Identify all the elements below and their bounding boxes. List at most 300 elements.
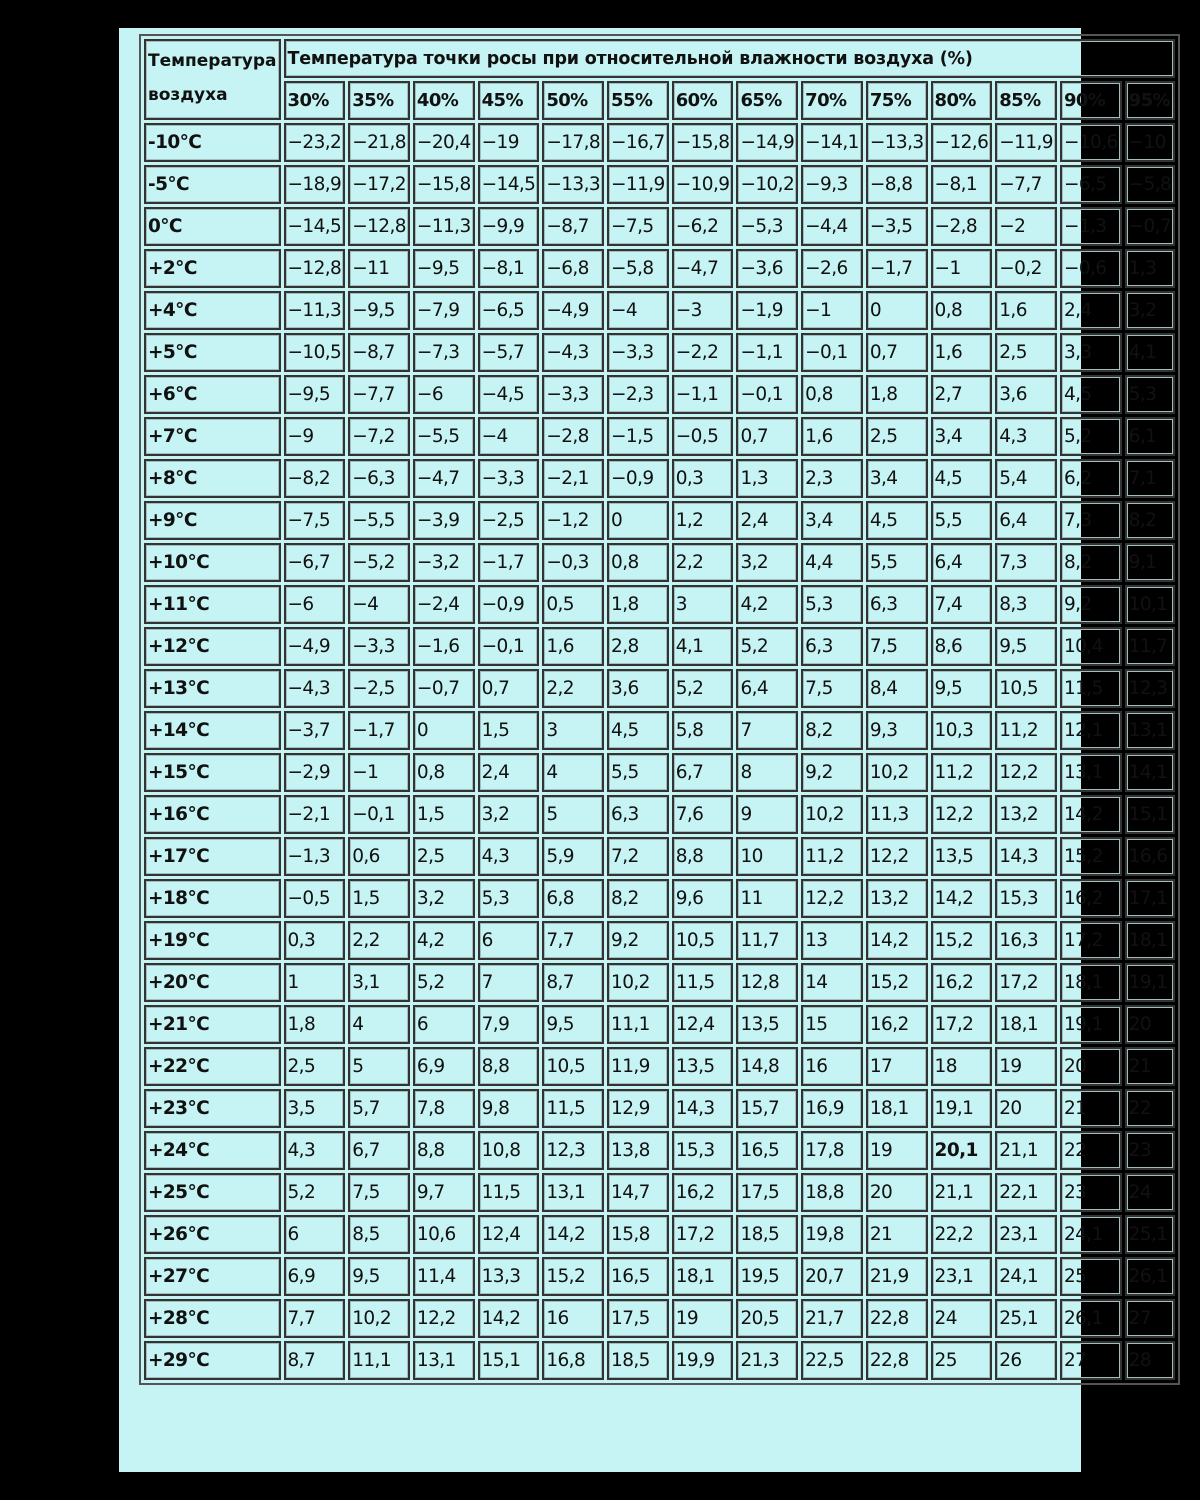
dew-point-cell: 9,5 <box>542 1005 604 1044</box>
table-row <box>144 165 1175 204</box>
air-temperature-cell: 0°C <box>144 207 281 246</box>
table-row <box>144 207 1175 246</box>
dew-point-cell: 12,2 <box>801 879 863 918</box>
air-temperature-cell: +24°C <box>144 1131 281 1170</box>
dew-point-cell: 0,8 <box>801 375 863 414</box>
dew-point-cell: −1,3 <box>1060 207 1122 246</box>
dew-point-cell: −0,1 <box>801 333 863 372</box>
dew-point-cell: −8,8 <box>866 165 928 204</box>
dew-point-cell: −4 <box>478 417 540 456</box>
table-row <box>144 837 1175 876</box>
dew-point-cell: −1 <box>348 753 410 792</box>
dew-point-cell: 0 <box>607 501 669 540</box>
dew-point-cell: −5,3 <box>736 207 798 246</box>
dew-point-cell: −8,1 <box>478 249 540 288</box>
dew-point-cell: −3,7 <box>284 711 346 750</box>
dew-point-cell: −1,3 <box>284 837 346 876</box>
dew-point-cell: 6,4 <box>736 669 798 708</box>
dew-point-cell: 10,6 <box>413 1215 475 1254</box>
dew-point-cell: 19,9 <box>672 1341 734 1380</box>
dew-point-cell: 12,2 <box>413 1299 475 1338</box>
dew-point-cell: 19,5 <box>736 1257 798 1296</box>
dew-point-cell: −2 <box>995 207 1057 246</box>
dew-point-cell: 9,2 <box>607 921 669 960</box>
dew-point-cell: −0,7 <box>413 669 475 708</box>
dew-point-cell: 22,1 <box>995 1173 1057 1212</box>
dew-point-cell: 12,2 <box>995 753 1057 792</box>
dew-point-cell: −1,7 <box>478 543 540 582</box>
dew-point-cell: 0,8 <box>413 753 475 792</box>
air-temperature-cell: +29°C <box>144 1341 281 1380</box>
dew-point-cell: −2,4 <box>413 585 475 624</box>
dew-point-cell: 9,5 <box>931 669 993 708</box>
dew-point-cell: −10,2 <box>736 165 798 204</box>
dew-point-cell: −23,2 <box>284 123 346 162</box>
dew-point-cell: 7,2 <box>607 837 669 876</box>
dew-point-cell: 9,5 <box>348 1257 410 1296</box>
dew-point-cell: −7,5 <box>607 207 669 246</box>
dew-point-cell: 1,6 <box>931 333 993 372</box>
dew-point-cell: 4,3 <box>995 417 1057 456</box>
dew-point-cell: 8,3 <box>995 585 1057 624</box>
dew-point-cell: −5,8 <box>1125 165 1176 204</box>
table-row <box>144 1173 1175 1212</box>
dew-point-cell: −6 <box>284 585 346 624</box>
dew-point-cell: −13,3 <box>866 123 928 162</box>
air-temperature-cell: +18°C <box>144 879 281 918</box>
table-row <box>144 585 1175 624</box>
dew-point-cell: 15,2 <box>542 1257 604 1296</box>
air-temperature-cell: +13°C <box>144 669 281 708</box>
table-row <box>144 1341 1175 1380</box>
dew-point-cell: 8,2 <box>1125 501 1176 540</box>
dew-point-cell: 7,5 <box>866 627 928 666</box>
dew-point-cell: 8,8 <box>672 837 734 876</box>
dew-point-cell: 3,2 <box>478 795 540 834</box>
dew-point-cell: 18 <box>931 1047 993 1086</box>
dew-point-cell: −6,2 <box>672 207 734 246</box>
dew-point-cell: 10,5 <box>995 669 1057 708</box>
dew-point-cell: 14,1 <box>1125 753 1176 792</box>
dew-point-cell: 5,2 <box>1060 417 1122 456</box>
air-temperature-cell: +8°C <box>144 459 281 498</box>
dew-point-cell: 2,4 <box>736 501 798 540</box>
dew-point-cell: 15,8 <box>607 1215 669 1254</box>
dew-point-cell: 18,5 <box>736 1215 798 1254</box>
dew-point-cell: −5,8 <box>607 249 669 288</box>
humidity-column-header: 55% <box>607 81 669 120</box>
dew-point-cell: 7,5 <box>801 669 863 708</box>
dew-point-cell: 16,5 <box>607 1257 669 1296</box>
air-temperature-cell: +7°C <box>144 417 281 456</box>
dew-point-cell: 18,5 <box>607 1341 669 1380</box>
corner-label: Температура воздуха <box>148 51 277 105</box>
dew-point-cell: 17,2 <box>672 1215 734 1254</box>
dew-point-cell: 25,1 <box>995 1299 1057 1338</box>
dew-point-cell: 15,3 <box>995 879 1057 918</box>
dew-point-cell: −21,8 <box>348 123 410 162</box>
air-temperature-cell: +4°C <box>144 291 281 330</box>
table-row <box>144 1215 1175 1254</box>
dew-point-cell: 15,3 <box>672 1131 734 1170</box>
dew-point-cell: 11,3 <box>866 795 928 834</box>
dew-point-cell: −0,9 <box>478 585 540 624</box>
dew-point-cell: −9,5 <box>348 291 410 330</box>
dew-point-cell: 21 <box>1125 1047 1176 1086</box>
dew-point-cell: 22,5 <box>801 1341 863 1380</box>
dew-point-cell: −12,6 <box>931 123 993 162</box>
dew-point-cell: 4,2 <box>736 585 798 624</box>
humidity-column-header: 60% <box>672 81 734 120</box>
dew-point-cell: −8,7 <box>348 333 410 372</box>
dew-point-cell: 5,2 <box>413 963 475 1002</box>
air-temperature-cell: +20°C <box>144 963 281 1002</box>
dew-point-cell: −9,5 <box>413 249 475 288</box>
dew-point-cell: 3,5 <box>284 1089 346 1128</box>
dew-point-cell: −0,9 <box>607 459 669 498</box>
dew-point-cell: 6,7 <box>348 1131 410 1170</box>
dew-point-cell: 5,2 <box>284 1173 346 1212</box>
dew-point-cell: −4,5 <box>478 375 540 414</box>
dew-point-cell: 26,1 <box>1125 1257 1176 1296</box>
dew-point-cell: 5,4 <box>995 459 1057 498</box>
dew-point-cell: 14,2 <box>1060 795 1122 834</box>
dew-point-cell: 15,2 <box>931 921 993 960</box>
air-temperature-cell: +27°C <box>144 1257 281 1296</box>
dew-point-cell: 19,1 <box>1125 963 1176 1002</box>
dew-point-cell: 3 <box>672 585 734 624</box>
dew-point-cell: −9 <box>284 417 346 456</box>
dew-point-cell: 13,5 <box>672 1047 734 1086</box>
dew-point-cell: 8,6 <box>931 627 993 666</box>
dew-point-cell: 3,3 <box>1060 333 1122 372</box>
dew-point-cell: 9,7 <box>413 1173 475 1212</box>
dew-point-cell: 22,8 <box>866 1341 928 1380</box>
dew-point-cell: 1 <box>284 963 346 1002</box>
dew-point-cell: −1,9 <box>736 291 798 330</box>
dew-point-cell: −14,9 <box>736 123 798 162</box>
humidity-column-header: 70% <box>801 81 863 120</box>
dew-point-cell: 5 <box>542 795 604 834</box>
dew-point-cell: −7,7 <box>995 165 1057 204</box>
dew-point-cell: 0,7 <box>866 333 928 372</box>
dew-point-cell: 3,1 <box>348 963 410 1002</box>
dew-point-cell: −15,8 <box>413 165 475 204</box>
dew-point-cell: −1,5 <box>607 417 669 456</box>
dew-point-cell: −2,1 <box>284 795 346 834</box>
dew-point-cell: 16,5 <box>736 1131 798 1170</box>
dew-point-cell: 17,1 <box>1125 879 1176 918</box>
dew-point-cell: 13 <box>801 921 863 960</box>
dew-point-cell: 13,8 <box>607 1131 669 1170</box>
dew-point-cell: −6,8 <box>542 249 604 288</box>
dew-point-cell: 20,7 <box>801 1257 863 1296</box>
air-temperature-cell: +12°C <box>144 627 281 666</box>
dew-point-cell: 13,2 <box>995 795 1057 834</box>
dew-point-cell: 7,7 <box>542 921 604 960</box>
dew-point-cell: 4,5 <box>931 459 993 498</box>
dew-point-cell: 1,3 <box>1125 249 1176 288</box>
table-row <box>144 291 1175 330</box>
humidity-column-header: 50% <box>542 81 604 120</box>
air-temperature-cell: +2°C <box>144 249 281 288</box>
dew-point-cell: 5,3 <box>478 879 540 918</box>
dew-point-cell: 12,1 <box>1060 711 1122 750</box>
dew-point-cell: 1,2 <box>672 501 734 540</box>
dew-point-cell: 2,2 <box>542 669 604 708</box>
dew-point-cell: 6,2 <box>1060 459 1122 498</box>
dew-point-cell: −10,9 <box>672 165 734 204</box>
dew-point-cell: 11,7 <box>736 921 798 960</box>
dew-point-cell: 5,3 <box>1125 375 1176 414</box>
dew-point-cell: −1,2 <box>542 501 604 540</box>
dew-point-cell: −11,9 <box>995 123 1057 162</box>
dew-point-cell: 3,4 <box>801 501 863 540</box>
dew-point-cell: 8,5 <box>348 1215 410 1254</box>
dew-point-cell: 3,4 <box>866 459 928 498</box>
dew-point-cell: −7,9 <box>413 291 475 330</box>
dew-point-cell: 3,2 <box>736 543 798 582</box>
dew-point-cell: 16,2 <box>931 963 993 1002</box>
dew-point-cell: 4,3 <box>284 1131 346 1170</box>
dew-point-cell: −4,4 <box>801 207 863 246</box>
dew-point-cell: 0,3 <box>672 459 734 498</box>
table-row <box>144 753 1175 792</box>
dew-point-cell: −3,6 <box>736 249 798 288</box>
dew-point-cell: 10,5 <box>542 1047 604 1086</box>
table-title: Температура точки росы при относительной влажности воздуха (%) <box>284 39 1176 78</box>
dew-point-cell: −2,8 <box>931 207 993 246</box>
dew-point-cell: 27 <box>1125 1299 1176 1338</box>
dew-point-cell: 2,4 <box>1060 291 1122 330</box>
dew-point-cell: 14,7 <box>607 1173 669 1212</box>
humidity-column-header: 80% <box>931 81 993 120</box>
dew-point-cell: 23 <box>1125 1131 1176 1170</box>
air-temperature-cell: +10°C <box>144 543 281 582</box>
humidity-column-header: 35% <box>348 81 410 120</box>
dew-point-cell: 0 <box>413 711 475 750</box>
dew-point-cell: −5,5 <box>348 501 410 540</box>
dew-point-cell: 12,3 <box>1125 669 1176 708</box>
air-temperature-cell: +28°C <box>144 1299 281 1338</box>
table-row <box>144 1131 1175 1170</box>
dew-point-cell: 20 <box>995 1089 1057 1128</box>
air-temperature-cell: +22°C <box>144 1047 281 1086</box>
dew-point-cell: 19 <box>866 1131 928 1170</box>
dew-point-cell: 18,1 <box>866 1089 928 1128</box>
dew-point-cell: 18,1 <box>672 1257 734 1296</box>
dew-point-cell: 2,4 <box>478 753 540 792</box>
dew-point-cell: 6,8 <box>542 879 604 918</box>
dew-point-cell: 1,6 <box>995 291 1057 330</box>
air-temperature-cell: +23°C <box>144 1089 281 1128</box>
dew-point-cell: −5,2 <box>348 543 410 582</box>
dew-point-cell: 3,2 <box>1125 291 1176 330</box>
dew-point-cell: 5,5 <box>931 501 993 540</box>
dew-point-cell: 2,5 <box>284 1047 346 1086</box>
dew-point-cell: 1,8 <box>607 585 669 624</box>
dew-point-cell: 16,2 <box>672 1173 734 1212</box>
dew-point-cell: 7,1 <box>1125 459 1176 498</box>
dew-point-cell: −14,5 <box>284 207 346 246</box>
dew-point-cell: 8 <box>736 753 798 792</box>
dew-point-cell: −0,3 <box>542 543 604 582</box>
dew-point-cell: 1,6 <box>801 417 863 456</box>
air-temperature-cell: +5°C <box>144 333 281 372</box>
dew-point-cell: 4,2 <box>413 921 475 960</box>
dew-point-cell: 10,8 <box>478 1131 540 1170</box>
dew-point-cell: 27 <box>1060 1341 1122 1380</box>
dew-point-cell: 3,4 <box>931 417 993 456</box>
dew-point-cell: −0,1 <box>348 795 410 834</box>
dew-point-cell: 2,8 <box>607 627 669 666</box>
dew-point-cell: −6,5 <box>1060 165 1122 204</box>
dew-point-cell: −8,7 <box>542 207 604 246</box>
dew-point-cell: 3,6 <box>607 669 669 708</box>
dew-point-cell: 9,2 <box>1060 585 1122 624</box>
dew-point-cell: 6,9 <box>284 1257 346 1296</box>
table-row <box>144 1089 1175 1128</box>
air-temperature-cell: +14°C <box>144 711 281 750</box>
dew-point-cell: 14,2 <box>931 879 993 918</box>
dew-point-cell: 0,5 <box>542 585 604 624</box>
dew-point-cell: 18,1 <box>1125 921 1176 960</box>
dew-point-cell: −4 <box>348 585 410 624</box>
dew-point-cell: 19,1 <box>1060 1005 1122 1044</box>
air-temperature-cell: +11°C <box>144 585 281 624</box>
dew-point-cell: 17,5 <box>736 1173 798 1212</box>
dew-point-cell: 22,2 <box>931 1215 993 1254</box>
dew-point-cell: 15,2 <box>1060 837 1122 876</box>
dew-point-cell: 9,5 <box>995 627 1057 666</box>
table-row <box>144 333 1175 372</box>
dew-point-cell: 15,1 <box>478 1341 540 1380</box>
dew-point-cell: 8,4 <box>866 669 928 708</box>
dew-point-cell: −10,5 <box>284 333 346 372</box>
humidity-column-header: 75% <box>866 81 928 120</box>
dew-point-cell: 23 <box>1060 1173 1122 1212</box>
dew-point-cell: 7,3 <box>1060 501 1122 540</box>
dew-point-cell: −2,9 <box>284 753 346 792</box>
dew-point-cell: 8,2 <box>801 711 863 750</box>
dew-point-cell: −0,2 <box>995 249 1057 288</box>
dew-point-cell: −2,6 <box>801 249 863 288</box>
dew-point-cell: 4 <box>542 753 604 792</box>
dew-point-cell: 2,7 <box>931 375 993 414</box>
dew-point-cell: 13,1 <box>413 1341 475 1380</box>
dew-point-cell: 11,4 <box>413 1257 475 1296</box>
dew-point-cell: 0,3 <box>284 921 346 960</box>
dew-point-cell: 14,2 <box>478 1299 540 1338</box>
dew-point-cell: 8,8 <box>478 1047 540 1086</box>
dew-point-cell: −10,6 <box>1060 123 1122 162</box>
dew-point-cell: −0,6 <box>1060 249 1122 288</box>
dew-point-cell: 18,1 <box>1060 963 1122 1002</box>
table-row <box>144 501 1175 540</box>
dew-point-table <box>139 34 1180 1385</box>
dew-point-cell: −1 <box>801 291 863 330</box>
table-row <box>144 123 1175 162</box>
table-row <box>144 417 1175 456</box>
table-row <box>144 627 1175 666</box>
dew-point-cell: 6 <box>413 1005 475 1044</box>
dew-point-cell: 11,2 <box>801 837 863 876</box>
dew-point-cell: 12,2 <box>866 837 928 876</box>
dew-point-cell: 11,5 <box>478 1173 540 1212</box>
dew-point-cell: 11 <box>736 879 798 918</box>
dew-point-cell: −7,7 <box>348 375 410 414</box>
dew-point-cell: 10,2 <box>348 1299 410 1338</box>
air-temperature-cell: +6°C <box>144 375 281 414</box>
dew-point-cell: 5,8 <box>672 711 734 750</box>
dew-point-cell: 15,7 <box>736 1089 798 1128</box>
dew-point-cell: −2,2 <box>672 333 734 372</box>
dew-point-cell: 19 <box>995 1047 1057 1086</box>
dew-point-cell: 11,5 <box>542 1089 604 1128</box>
dew-point-cell: 3,6 <box>995 375 1057 414</box>
dew-point-cell: −4,3 <box>284 669 346 708</box>
dew-point-cell: 23,1 <box>995 1215 1057 1254</box>
dew-point-cell: −1,7 <box>348 711 410 750</box>
dew-point-cell: 16,8 <box>542 1341 604 1380</box>
dew-point-cell: 11,1 <box>348 1341 410 1380</box>
dew-point-cell: 2,5 <box>413 837 475 876</box>
dew-point-cell: 2,5 <box>995 333 1057 372</box>
dew-point-cell: 0,7 <box>736 417 798 456</box>
dew-point-cell: 1,5 <box>413 795 475 834</box>
dew-point-cell: 10,2 <box>607 963 669 1002</box>
dew-point-cell: 5,7 <box>348 1089 410 1128</box>
dew-point-cell: 4 <box>348 1005 410 1044</box>
dew-point-cell: 28 <box>1125 1341 1176 1380</box>
dew-point-cell: 11,5 <box>1060 669 1122 708</box>
dew-point-cell: 11,7 <box>1125 627 1176 666</box>
table-row <box>144 1257 1175 1296</box>
dew-point-cell: 0,7 <box>478 669 540 708</box>
dew-point-cell: −19 <box>478 123 540 162</box>
dew-point-cell: 9,2 <box>801 753 863 792</box>
dew-point-cell: 14,3 <box>672 1089 734 1128</box>
dew-point-cell: −3,9 <box>413 501 475 540</box>
dew-point-cell: 13,1 <box>542 1173 604 1212</box>
dew-point-cell: 4,1 <box>1125 333 1176 372</box>
air-temperature-cell: +16°C <box>144 795 281 834</box>
table-panel <box>119 28 1172 1472</box>
dew-point-cell: −17,8 <box>542 123 604 162</box>
dew-point-cell: 10 <box>736 837 798 876</box>
dew-point-cell: 16,3 <box>995 921 1057 960</box>
dew-point-cell: 6,9 <box>413 1047 475 1086</box>
dew-point-cell: −7,2 <box>348 417 410 456</box>
air-temperature-cell: +21°C <box>144 1005 281 1044</box>
dew-point-cell: 14 <box>801 963 863 1002</box>
dew-point-cell: −1,1 <box>672 375 734 414</box>
dew-point-cell: −3,3 <box>478 459 540 498</box>
table-row <box>144 459 1175 498</box>
table-row <box>144 543 1175 582</box>
dew-point-cell: 15 <box>801 1005 863 1044</box>
dew-point-cell: 5,2 <box>736 627 798 666</box>
dew-point-cell: 3,2 <box>413 879 475 918</box>
dew-point-cell: 5,2 <box>672 669 734 708</box>
air-temperature-cell: +9°C <box>144 501 281 540</box>
dew-point-cell: 17,2 <box>995 963 1057 1002</box>
dew-point-cell: 20 <box>1125 1005 1176 1044</box>
dew-point-cell: −11,3 <box>413 207 475 246</box>
dew-point-cell: −14,5 <box>478 165 540 204</box>
dew-point-cell: 7,8 <box>413 1089 475 1128</box>
dew-point-cell: 11,2 <box>995 711 1057 750</box>
